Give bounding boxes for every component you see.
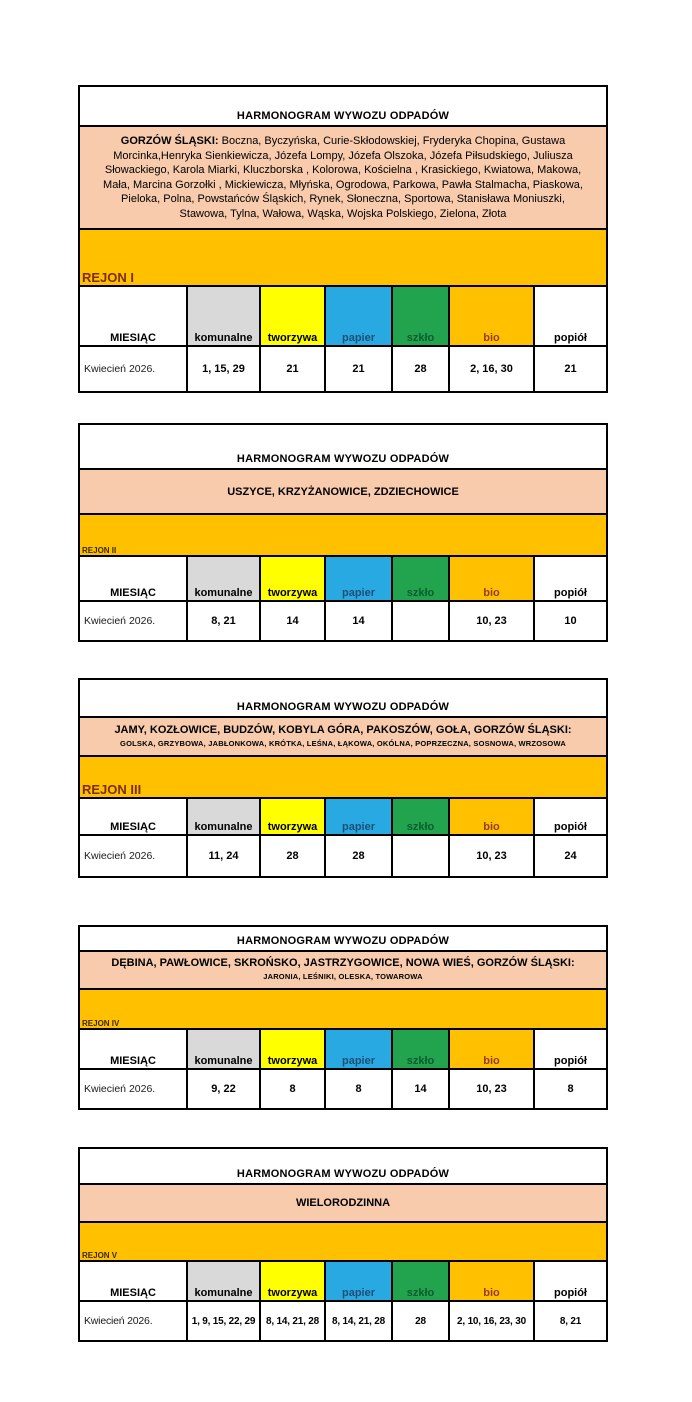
rejon-label: REJON III (82, 782, 142, 797)
dates-tworzywa: 8, 14, 21, 28 (261, 1302, 326, 1340)
area-localities-text: USZYCE, KRZYŻANOWICE, ZDZIECHOWICE (227, 485, 459, 498)
header-cell-komunalne: komunalne (188, 287, 261, 345)
area-city-prefix: GORZÓW ŚLĄSKI: (476, 957, 575, 969)
header-cell-bio: bio (450, 799, 535, 834)
table-title-text: HARMONOGRAM WYWOZU ODPADÓW (236, 1168, 450, 1180)
data-row (80, 836, 606, 876)
table-title-text: HARMONOGRAM WYWOZU ODPADÓW (236, 453, 450, 465)
area-street-list: Boczna, Byczyńska, Curie-Skłodowskiej, Fryderyka Chopina, Gustawa Morcinka,Henryka Sienkiewicza, Józefa Lompy, Józefa Olszoka, Józefa Piłsudskiego, Juliusza Słowackiego, Karola Miarki, Kluczborska , Kolorowa, Kościelna , Krasickiego, Kwiatowa, Makowa, Mała, Marcina Gorzołki , Mickiewicza, Młyńska, Ogrodowa, Parkowa, Pawła Stalmacha, Piaskowa, Pieloka, Polna, Powstańców Śląskich, Rynek, Słoneczna, Sportowa, Stanisława Moniuszki, Stawowa, Tylna, Wałowa, Wąska, Wojska Polskiego, Zielona, Złota (103, 135, 583, 220)
area-street-list-small: JARONIA, LEŚNIKI, OLESKA, TOWAROWA (263, 972, 423, 981)
dates-popiol: 21 (564, 363, 577, 375)
dates-komunalne: 1, 15, 29 (188, 347, 261, 391)
dates-papier: 8 (326, 1070, 393, 1108)
header-cell-miesiac: MIESIĄC (80, 287, 188, 345)
dates-szklo (393, 602, 450, 640)
table-title (80, 425, 606, 470)
dates-szklo: 28 (393, 1302, 450, 1340)
dates-tworzywa: 28 (261, 836, 326, 876)
rejon-band (80, 757, 606, 799)
dates-szklo: 14 (393, 1070, 450, 1108)
dates-papier: 14 (326, 602, 393, 640)
dates-papier: 28 (326, 836, 393, 876)
area-localities (80, 718, 606, 757)
dates-szklo (393, 836, 450, 876)
rejon-label: REJON II (82, 546, 117, 555)
month-cell: Kwiecień 2026. (80, 1302, 188, 1340)
schedule-table-rejon-5 (78, 1147, 608, 1342)
rejon-label: REJON I (82, 270, 135, 285)
header-cell-szklo: szkło (393, 799, 450, 834)
dates-papier: 21 (326, 347, 393, 391)
area-localities-text: JAMY, KOZŁOWICE, BUDZÓW, KOBYLA GÓRA, PAKOSZÓW, GOŁA, (114, 723, 471, 736)
table-title (80, 1149, 606, 1185)
header-row (80, 1030, 606, 1070)
dates-bio: 2, 10, 16, 23, 30 (450, 1302, 535, 1340)
dates-bio: 10, 23 (450, 836, 535, 876)
dates-tworzywa: 21 (261, 347, 326, 391)
dates-tworzywa: 14 (261, 602, 326, 640)
dates-bio: 10, 23 (450, 602, 535, 640)
data-row (80, 602, 606, 640)
month-cell: Kwiecień 2026. (80, 836, 188, 876)
dates-popiol: 10 (564, 615, 577, 627)
header-cell-popiol: popiół (535, 799, 606, 834)
data-row (80, 347, 606, 391)
header-cell-tworzywa: tworzywa (261, 799, 326, 834)
data-row (80, 1302, 606, 1340)
header-cell-bio: bio (450, 1030, 535, 1068)
header-cell-bio: bio (450, 1262, 535, 1300)
rejon-label: REJON V (82, 1251, 118, 1260)
header-cell-tworzywa: tworzywa (261, 557, 326, 600)
table-title (80, 87, 606, 127)
month-cell: Kwiecień 2026. (80, 347, 188, 391)
header-cell-tworzywa: tworzywa (261, 287, 326, 345)
month-cell: Kwiecień 2026. (80, 1070, 188, 1108)
header-cell-szklo: szkło (393, 557, 450, 600)
header-cell-tworzywa: tworzywa (261, 1262, 326, 1300)
header-cell-komunalne: komunalne (188, 1262, 261, 1300)
schedule-table-rejon-3 (78, 678, 608, 878)
header-cell-szklo: szkło (393, 287, 450, 345)
dates-szklo: 28 (393, 347, 450, 391)
area-city-prefix: GORZÓW ŚLĄSKI: (473, 723, 572, 736)
header-cell-papier: papier (326, 287, 393, 345)
dates-komunalne: 9, 22 (188, 1070, 261, 1108)
header-cell-popiol: popiół (535, 287, 606, 345)
header-cell-szklo: szkło (393, 1030, 450, 1068)
header-cell-bio: bio (450, 287, 535, 345)
dates-komunalne: 1, 9, 15, 22, 29 (188, 1302, 261, 1340)
data-row (80, 1070, 606, 1108)
header-cell-miesiac: MIESIĄC (80, 557, 188, 600)
header-cell-popiol: popiół (535, 1262, 606, 1300)
header-row (80, 287, 606, 347)
dates-popiol: 24 (564, 850, 577, 862)
header-cell-papier: papier (326, 1262, 393, 1300)
header-cell-miesiac: MIESIĄC (80, 1030, 188, 1068)
header-cell-bio: bio (450, 557, 535, 600)
area-localities (80, 1185, 606, 1223)
header-cell-popiol: popiół (535, 1030, 606, 1068)
table-title-text: HARMONOGRAM WYWOZU ODPADÓW (236, 701, 450, 713)
dates-komunalne: 11, 24 (188, 836, 261, 876)
header-cell-miesiac: MIESIĄC (80, 1262, 188, 1300)
header-row (80, 557, 606, 602)
area-street-list-small: GOLSKA, GRZYBOWA, JABŁONKOWA, KRÓTKA, LEŚNA, ŁĄKOWA, OKÓLNA, POPRZECZNA, SOSNOWA, WRZOSOWA (120, 738, 566, 748)
dates-popiol: 8 (567, 1083, 574, 1095)
table-title-text: HARMONOGRAM WYWOZU ODPADÓW (236, 935, 450, 947)
table-title (80, 927, 606, 952)
dates-papier: 8, 14, 21, 28 (326, 1302, 393, 1340)
header-cell-szklo: szkło (393, 1262, 450, 1300)
dates-popiol: 8, 21 (559, 1315, 582, 1327)
area-localities-text: WIELORODZINNA (295, 1197, 391, 1209)
rejon-band (80, 230, 606, 287)
header-cell-tworzywa: tworzywa (261, 1030, 326, 1068)
area-localities (80, 470, 606, 515)
header-row (80, 799, 606, 836)
area-city-prefix: GORZÓW ŚLĄSKI: (120, 135, 219, 147)
rejon-band (80, 515, 606, 557)
header-cell-komunalne: komunalne (188, 799, 261, 834)
area-streets-text (102, 134, 584, 221)
header-cell-komunalne: komunalne (188, 1030, 261, 1068)
area-localities-text: DĘBINA, PAWŁOWICE, SKROŃSKO, JASTRZYGOWICE, NOWA WIEŚ, (111, 957, 474, 969)
rejon-label: REJON IV (82, 1019, 120, 1028)
month-cell: Kwiecień 2026. (80, 602, 188, 640)
dates-bio: 10, 23 (450, 1070, 535, 1108)
rejon-band (80, 990, 606, 1030)
area-localities (80, 952, 606, 990)
schedule-table-rejon-4 (78, 925, 608, 1110)
header-row (80, 1262, 606, 1302)
schedule-table-rejon-1 (78, 85, 608, 393)
dates-bio: 2, 16, 30 (450, 347, 535, 391)
header-cell-papier: papier (326, 799, 393, 834)
header-cell-komunalne: komunalne (188, 557, 261, 600)
table-title (80, 680, 606, 718)
header-cell-papier: papier (326, 557, 393, 600)
header-cell-popiol: popiół (535, 557, 606, 600)
dates-tworzywa: 8 (261, 1070, 326, 1108)
area-streets (80, 127, 606, 230)
header-cell-papier: papier (326, 1030, 393, 1068)
rejon-band (80, 1223, 606, 1262)
schedule-table-rejon-2 (78, 423, 608, 642)
table-title-text: HARMONOGRAM WYWOZU ODPADÓW (236, 110, 450, 122)
header-cell-miesiac: MIESIĄC (80, 799, 188, 834)
dates-komunalne: 8, 21 (188, 602, 261, 640)
